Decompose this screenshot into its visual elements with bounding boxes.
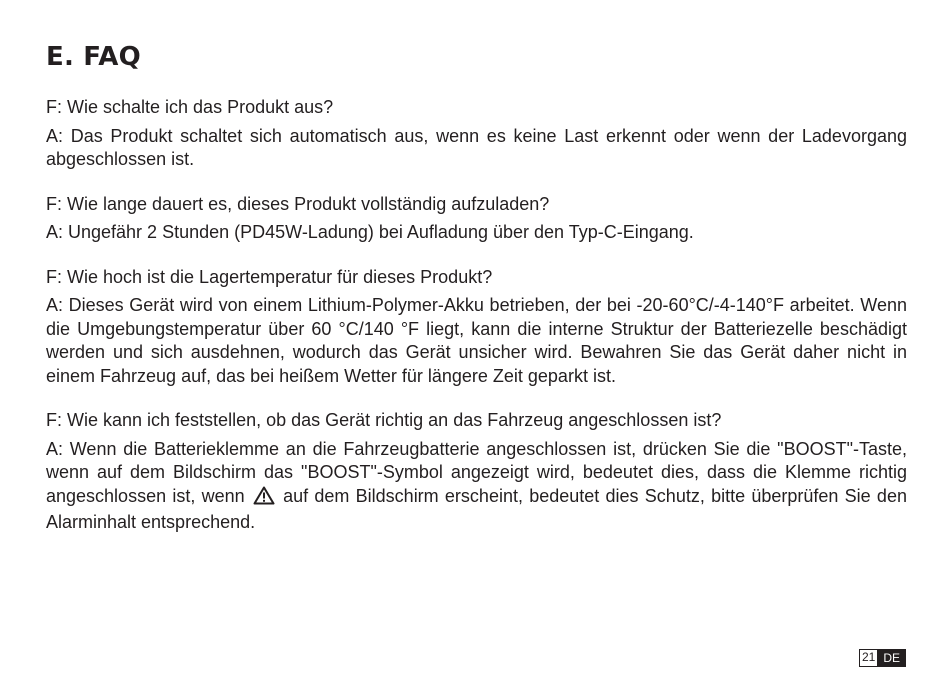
faq-answer: A: Das Produkt schaltet sich automatisch aus, wenn es keine Last erkennt oder wenn der Ladevorgang abgeschlossen ist. [46, 125, 907, 169]
faq-answer [46, 438, 907, 535]
faq-answer: A: Dieses Gerät wird von einem Lithium-Polymer-Akku betrieben, der bei -20-60°C/-4-140°F arbeitet. Wenn die Umgebungstemperatur über 60 °C/140 °F liegt, kann die interne Struktur der Batteriezelle beschädigt werden und sich ausdehnen, wodurch das Gerät unsicher wird. Bewahren Sie das Gerät daher nicht in einem Fahrzeug auf, das bei heißem Wetter für längere Zeit geparkt ist. [46, 295, 907, 386]
page-number: 21 [859, 649, 877, 667]
faq-item [46, 409, 907, 535]
faq-answer-part: A: Wenn die Batterieklemme an die Fahrzeugbatterie angeschlossen ist, drücken Sie die "BOOST"-Taste, wenn auf dem Bildschirm das "BOOST"-Symbol angezeigt wird, bedeutet dies, dass die Klemme richtig angeschlossen ist, wenn [46, 438, 907, 506]
language-badge: DE [877, 649, 906, 667]
faq-question: F: Wie kann ich feststellen, ob das Gerät richtig an das Fahrzeug angeschlossen ist? [46, 410, 722, 430]
faq-item [46, 266, 907, 389]
faq-question: F: Wie schalte ich das Produkt aus? [46, 97, 334, 117]
warning-triangle-icon [253, 486, 275, 512]
page-content [46, 40, 907, 556]
faq-question: F: Wie hoch ist die Lagertemperatur für dieses Produkt? [46, 266, 493, 287]
page-footer [859, 649, 906, 667]
faq-answer-part: auf dem Bildschirm erscheint, bedeutet dies Schutz, bitte überprüfen Sie den Alarminhalt entsprechend. [46, 485, 907, 532]
faq-answer: A: Ungefähr 2 Stunden (PD45W-Ladung) bei Aufladung über den Typ-C-Eingang. [46, 222, 694, 242]
faq-item [46, 193, 907, 245]
page-title: E. FAQ [46, 42, 141, 72]
faq-question: F: Wie lange dauert es, dieses Produkt vollständig aufzuladen? [46, 193, 550, 214]
faq-item [46, 96, 907, 172]
